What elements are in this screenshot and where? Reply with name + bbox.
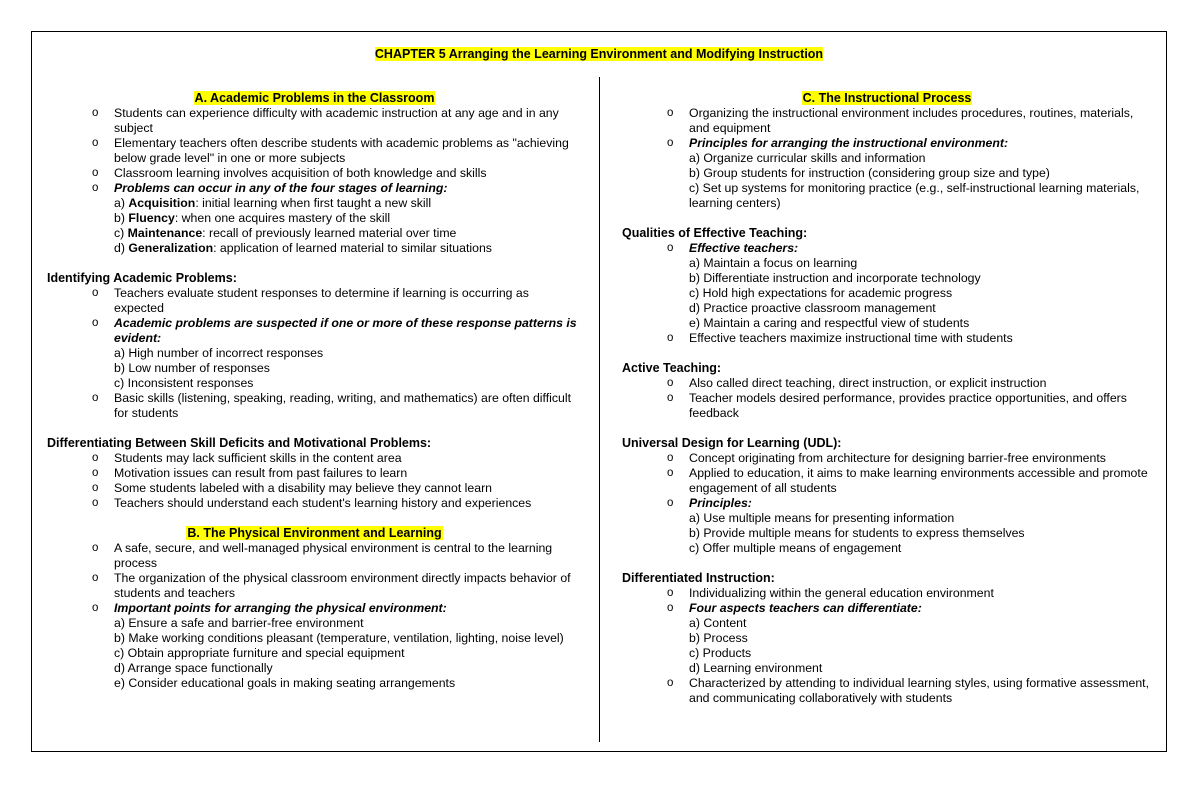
list-item: o Effective teachers maximize instructional time with students xyxy=(667,331,1013,345)
list-item: o Effective teachers: xyxy=(667,241,799,255)
page-title xyxy=(32,47,1166,61)
list-item: o Also called direct teaching, direct instruction, or explicit instruction xyxy=(667,376,1047,390)
udl-principle-item: c) Offer multiple means of engagement xyxy=(689,541,902,555)
point-item: b) Make working conditions pleasant (temperature, ventilation, lighting, noise level) xyxy=(114,631,564,645)
left-column xyxy=(47,91,582,691)
list-item: o Organizing the instructional environment includes procedures, routines, materials, and equipment xyxy=(667,106,1134,135)
principle-item: c) Set up systems for monitoring practice (e.g., self-instructional learning materials, learning centers) xyxy=(689,181,1140,210)
page-title-text: CHAPTER 5 Arranging the Learning Environment and Modifying Instruction xyxy=(374,47,824,61)
list-item: o Concept originating from architecture for designing barrier-free environments xyxy=(667,451,1106,465)
list-item: o Principles: xyxy=(667,496,752,510)
aspect-item: c) Products xyxy=(689,646,752,660)
udl-principle-item: b) Provide multiple means for students to express themselves xyxy=(689,526,1025,540)
list-item: o Teacher models desired performance, provides practice opportunities, and offers feedback xyxy=(667,391,1127,420)
principle-item: a) Organize curricular skills and information xyxy=(689,151,926,165)
udl-heading: Universal Design for Learning (UDL): xyxy=(622,436,842,450)
list-item: o Teachers evaluate student responses to determine if learning is occurring as expected xyxy=(92,286,529,315)
list-item: o Individualizing within the general education environment xyxy=(667,586,994,600)
aspect-item: d) Learning environment xyxy=(689,661,823,675)
point-item: e) Consider educational goals in making seating arrangements xyxy=(114,676,456,690)
list-item: o Important points for arranging the physical environment: xyxy=(92,601,447,615)
list-item: o Principles for arranging the instructional environment: xyxy=(667,136,1009,150)
list-item: o Academic problems are suspected if one or more of these response patterns is evident: xyxy=(92,316,577,345)
quality-item: e) Maintain a caring and respectful view of students xyxy=(689,316,970,330)
point-item: d) Arrange space functionally xyxy=(114,661,273,675)
list-item: o The organization of the physical classroom environment directly impacts behavior of students and teachers xyxy=(92,571,571,600)
right-column xyxy=(622,91,1152,706)
stage-item: a) Acquisition: initial learning when first taught a new skill xyxy=(114,196,432,210)
list-item: o Motivation issues can result from past failures to learn xyxy=(92,466,408,480)
list-item: o Teachers should understand each student's learning history and experiences xyxy=(92,496,532,510)
point-item: a) Ensure a safe and barrier-free environment xyxy=(114,616,364,630)
section-b-heading: B. The Physical Environment and Learning xyxy=(187,526,442,540)
list-item: o Basic skills (listening, speaking, reading, writing, and mathematics) are often difficult for students xyxy=(92,391,572,420)
list-item: o Four aspects teachers can differentiate: xyxy=(667,601,922,615)
list-item: o Students can experience difficulty with academic instruction at any age and in any subject xyxy=(92,106,559,135)
quality-item: a) Maintain a focus on learning xyxy=(689,256,858,270)
udl-principle-item: a) Use multiple means for presenting information xyxy=(689,511,955,525)
stage-item: c) Maintenance: recall of previously learned material over time xyxy=(114,226,457,240)
quality-item: d) Practice proactive classroom management xyxy=(689,301,936,315)
column-divider xyxy=(599,77,600,742)
qualities-heading: Qualities of Effective Teaching: xyxy=(622,226,808,240)
quality-item: c) Hold high expectations for academic progress xyxy=(689,286,953,300)
list-item: o Some students labeled with a disability may believe they cannot learn xyxy=(92,481,493,495)
list-item: o Problems can occur in any of the four stages of learning: xyxy=(92,181,448,195)
list-item: o Elementary teachers often describe students with academic problems as "achieving below grade level" in one or more subjects xyxy=(92,136,569,165)
list-item: o Classroom learning involves acquisition of both knowledge and skills xyxy=(92,166,487,180)
aspect-item: a) Content xyxy=(689,616,747,630)
pattern-item: c) Inconsistent responses xyxy=(114,376,254,390)
quality-item: b) Differentiate instruction and incorporate technology xyxy=(689,271,981,285)
pattern-item: b) Low number of responses xyxy=(114,361,270,375)
list-item: o Applied to education, it aims to make learning environments accessible and promote engagement of all students xyxy=(667,466,1148,495)
list-item: o Characterized by attending to individual learning styles, using formative assessment, and communicating collaboratively with students xyxy=(667,676,1150,705)
point-item: c) Obtain appropriate furniture and special equipment xyxy=(114,646,405,660)
stage-item: d) Generalization: application of learned material to similar situations xyxy=(114,241,492,255)
stage-item: b) Fluency: when one acquires mastery of the skill xyxy=(114,211,391,225)
page-frame xyxy=(31,31,1167,752)
identifying-heading: Identifying Academic Problems: xyxy=(47,271,237,285)
section-c-heading: C. The Instructional Process xyxy=(802,91,972,105)
principle-item: b) Group students for instruction (considering group size and type) xyxy=(689,166,1050,180)
section-a-heading: A. Academic Problems in the Classroom xyxy=(194,91,435,105)
list-item: o Students may lack sufficient skills in the content area xyxy=(92,451,402,465)
list-item: o A safe, secure, and well-managed physical environment is central to the learning process xyxy=(92,541,553,570)
differentiated-heading: Differentiated Instruction: xyxy=(622,571,775,585)
pattern-item: a) High number of incorrect responses xyxy=(114,346,324,360)
aspect-item: b) Process xyxy=(689,631,748,645)
differentiating-heading: Differentiating Between Skill Deficits and Motivational Problems: xyxy=(47,436,432,450)
active-heading: Active Teaching: xyxy=(622,361,722,375)
